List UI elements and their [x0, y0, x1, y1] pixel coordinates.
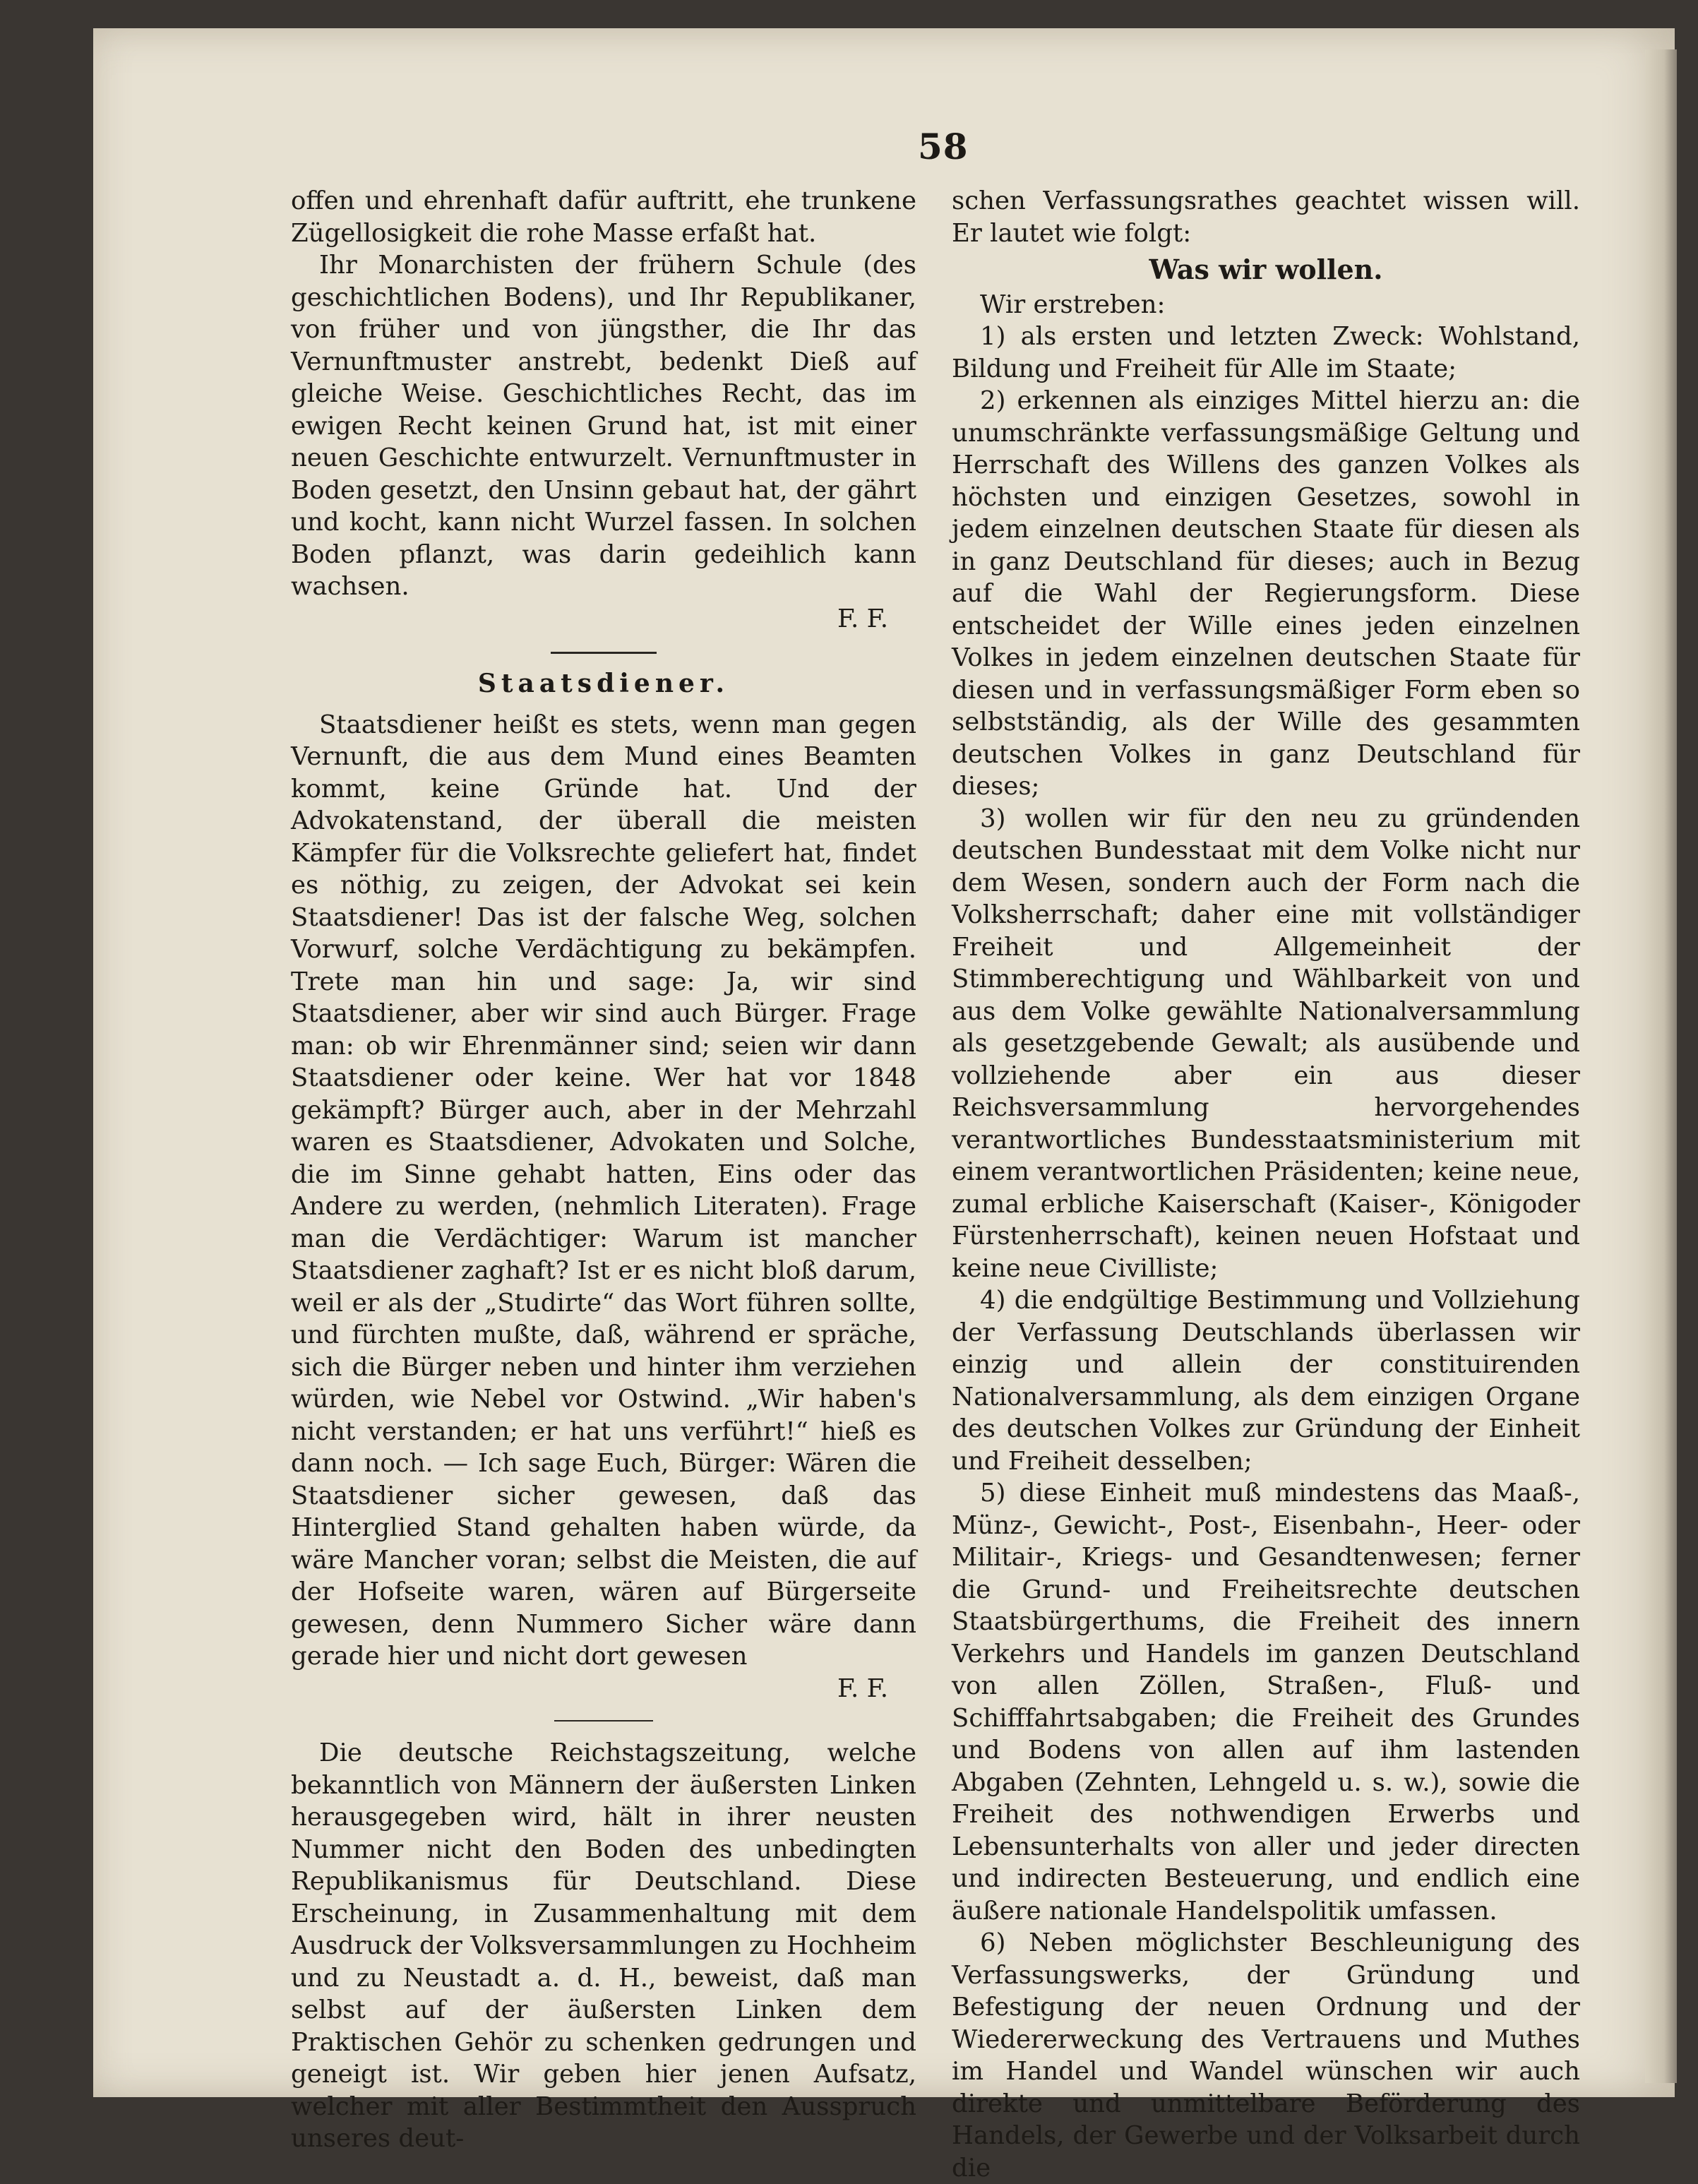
- right-column: [952, 185, 1580, 2184]
- intro-paragraph-1: offen und ehrenhaft dafür auftritt, ehe trunkene Zügellosigkeit die rohe Masse erfaßt hat.: [291, 186, 916, 248]
- page-number: 58: [918, 126, 969, 167]
- section-body: Staatsdiener heißt es stets, wenn man gegen Vernunft, die aus dem Mund eines Beamten kommt, keine Gründe hat. Und der Advokatenstand, der überall die meisten Kämpfer für die Volksrechte geliefert hat, findet es nöthig, zu zeigen, der Advokat sei kein Staatsdiener! Das ist der falsche Weg, solchen Vorwurf, solche Verdächtigung zu bekämpfen. Trete man hin und sage: Ja, wir sind Staatsdiener, aber wir sind auch Bürger. Frage man: ob wir Ehrenmänner sind; seien wir dann Staatsdiener oder keine. Wer hat vor 1848 gekämpft? Bürger auch, aber in der Mehrzahl waren es Staatsdiener, Advokaten und Solche, die im Sinne gehabt hatten, Eins oder das Andere zu werden, (nehmlich Literaten). Frage man die Verdächtiger: Warum ist mancher Staatsdiener zaghaft? Ist er es nicht bloß darum, weil er als der „Studirte“ das Wort führen sollte, und fürchten mußte, daß, während er spräche, sich die Bürger neben und hinter ihm verziehen würden, wie Nebel vor Ostwind. „Wir haben's nicht verstanden; er hat uns verführt!“ hieß es dann noch. — Ich sage Euch, Bürger: Wären die Staatsdiener sicher gewesen, daß das Hinterglied Stand gehalten haben würde, da wäre Mancher voran; selbst die Meisten, die auf der Hofseite waren, wären auf Bürgerseite gewesen, denn Nummero Sicher wäre dann gerade hier und nicht dort gewesen: [291, 710, 916, 1671]
- section-signature: F. F.: [837, 1673, 888, 1703]
- point-2: 2) erkennen als einziges Mittel hierzu an: die unumschränkte verfassungsmäßige Geltung und Herrschaft des Willens des ganzen Volkes als höchsten und einzigen Gesetzes, sowohl in jedem einzelnen deutschen Staate für diesen als in ganz Deutschland für dieses; auch in Bezug auf die Wahl der Regierungsform. Diese entscheidet der Wille eines jeden einzelnen Volkes in jedem einzelnen deutschen Staate für diesen und in verfassungsmäßiger Form eben so selbstständig, als der Wille des gesammten deutschen Volkes in ganz Deutschland für dieses;: [952, 386, 1580, 801]
- point-5: 5) diese Einheit muß mindestens das Maaß-, Münz-, Gewicht-, Post-, Eisenbahn-, Heer- oder Militair-, Kriegs- und Gesandtenwesen; ferner die Grund- und Freiheitsrechte deutschen Staatsbürgerthums, die Freiheit des innern Verkehrs und Handels im ganzen Deutschland von allen Zöllen, Straßen-, Fluß- und Schifffahrtsabgaben; die Freiheit des Grundes und Bodens von allen auf ihm lastenden Abgaben (Zehnten, Lehngeld u. s. w.), sowie die Freiheit des nothwendigen Erwerbs und Lebensunterhalts von aller und jeder directen und indirecten Besteuerung, und endlich eine äußere nationale Handelspolitik umfassen.: [952, 1479, 1580, 1926]
- article-lead: Wir erstreben:: [980, 290, 1166, 319]
- article-title: Was wir wollen.: [1149, 253, 1383, 285]
- article-intro: Die deutsche Reichstagszeitung, welche bekanntlich von Männern der äußersten Linken herausgegeben wird, hält in ihrer neusten Nummer nicht den Boden des unbedingten Republikanismus für Deutschland. Diese Erscheinung, in Zusammenhaltung mit dem Ausdruck der Volksversammlungen zu Hochheim und zu Neustadt a. d. H., beweist, daß man selbst auf der äußersten Linken dem Praktischen Gehör zu schenken gedrungen und geneigt ist. Wir geben hier jenen Aufsatz, welcher mit aller Bestimmtheit den Ausspruch unseres deut-: [291, 1738, 916, 2153]
- page-edge: [1645, 49, 1677, 2083]
- intro-signature: F. F.: [837, 604, 888, 633]
- section-divider: [551, 652, 657, 654]
- intro-paragraph-2: Ihr Monarchisten der frühern Schule (des geschichtlichen Bodens), und Ihr Republikaner, von früher und von jüngsther, die Ihr das Vernunftmuster anstrebt, bedenkt Dieß auf gleiche Weise. Geschichtliches Recht, das im ewigen Recht keinen Grund hat, ist mit einer neuen Geschichte entwurzelt. Vernunftmuster in Boden gesetzt, den Unsinn gebaut hat, der gährt und kocht, kann nicht Wurzel fassen. In solchen Boden pflanzt, was darin gedeihlich kann wachsen.: [291, 251, 916, 601]
- point-1: 1) als ersten und letzten Zweck: Wohlstand, Bildung und Freiheit für Alle im Staate;: [952, 322, 1580, 383]
- point-4: 4) die endgültige Bestimmung und Vollziehung der Verfassung Deutschlands überlassen wir einzig und allein der constituirenden Nationalversammlung, als dem einzigen Organe des deutschen Volkes zur Gründung der Einheit und Freiheit desselben;: [952, 1286, 1580, 1476]
- left-column: [291, 185, 916, 2155]
- point-6: 6) Neben möglichster Beschleunigung des Verfassungswerks, der Gründung und Befestigung der neuen Ordnung und der Wiedererweckung des Vertrauens und Muthes im Handel und Wandel wünschen wir auch direkte und unmittelbare Beförderung des Handels, der Gewerbe und der Volksarbeit durch die: [952, 1928, 1580, 2183]
- continuation-text: schen Verfassungsrathes geachtet wissen will. Er lautet wie folgt:: [952, 186, 1580, 248]
- article-divider: [554, 1720, 653, 1721]
- section-title: Staatsdiener.: [477, 669, 730, 698]
- point-3: 3) wollen wir für den neu zu gründenden deutschen Bundesstaat mit dem Volke nicht nur dem Wesen, sondern auch der Form nach die Volksherrschaft; daher eine mit vollständiger Freiheit und Allgemeinheit der Stimmberechtigung und Wählbarkeit von und aus dem Volke gewählte Nationalversammlung als gesetzgebende Gewalt; als ausübende und vollziehende aber ein aus dieser Reichsversammlung hervorgehendes verantwortliches Bundesstaatsministerium mit einem verantwortlichen Präsidenten; keine neue, zumal erbliche Kaiserschaft (Kaiser-, Königoder Fürstenherrschaft), keinen neuen Hofstaat und keine neue Civilliste;: [952, 804, 1580, 1283]
